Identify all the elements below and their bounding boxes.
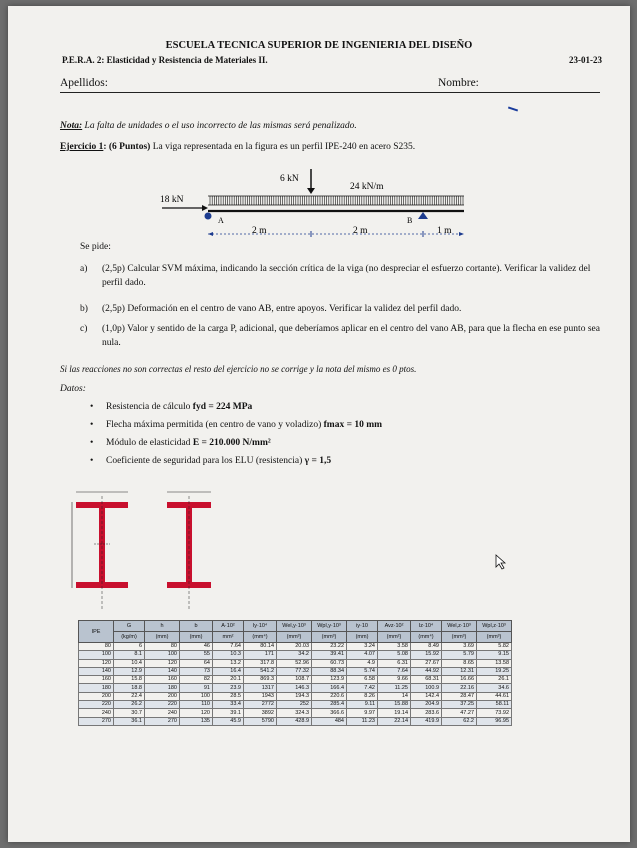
table-cell: 8.65 [442, 659, 477, 667]
table-unit-cell: (mm³) [312, 632, 347, 643]
table-cell: 11.23 [347, 717, 378, 725]
table-row [79, 717, 512, 725]
student-name-line [60, 77, 600, 93]
table-cell: 220 [79, 701, 114, 709]
table-cell: 200 [79, 692, 114, 700]
table-cell: 13.2 [213, 659, 244, 667]
table-cell: 22.16 [442, 684, 477, 692]
table-cell: 108.7 [277, 676, 312, 684]
table-cell: 5.74 [347, 667, 378, 675]
table-cell: 5.82 [477, 643, 512, 651]
table-cell: 8.26 [347, 692, 378, 700]
table-unit-cell: (kg/m) [114, 632, 145, 643]
table-header-cell: A·10² [213, 621, 244, 632]
table-cell: 73 [180, 667, 213, 675]
table-cell: 204.9 [411, 701, 442, 709]
table-cell: 10.4 [114, 659, 145, 667]
table-cell: 2772 [244, 701, 277, 709]
table-cell: 166.4 [312, 684, 347, 692]
table-cell: 20.1 [213, 676, 244, 684]
table-cell: 1317 [244, 684, 277, 692]
table-cell: 47.27 [442, 709, 477, 717]
table-cell: 160 [79, 676, 114, 684]
question-c-letter: c) [80, 324, 88, 334]
exercise-statement [60, 142, 600, 152]
table-cell: 7.42 [347, 684, 378, 692]
se-pide: Se pide: [80, 242, 111, 252]
table-cell: 140 [79, 667, 114, 675]
table-cell: 23.22 [312, 643, 347, 651]
table-row [79, 659, 512, 667]
support-b-roller [418, 212, 428, 219]
table-unit-cell: (mm³) [277, 632, 312, 643]
table-unit-cell: (mm) [347, 632, 378, 643]
school-title: ESCUELA TECNICA SUPERIOR DE INGENIERIA DEL DISEÑO [165, 40, 473, 51]
table-cell: 52.96 [277, 659, 312, 667]
dimension-line [208, 231, 464, 237]
table-cell: 100 [180, 692, 213, 700]
table-cell: 220.6 [312, 692, 347, 700]
table-cell: 68.31 [411, 676, 442, 684]
table-cell: 123.9 [312, 676, 347, 684]
table-cell: 100 [145, 651, 180, 659]
table-cell: 82 [180, 676, 213, 684]
mouse-cursor-icon [495, 554, 507, 570]
table-cell: 220 [145, 701, 180, 709]
table-row [79, 667, 512, 675]
table-units-row [79, 632, 512, 643]
subject-title: P.E.R.A. 2: Elasticidad y Resistencia de Materiales II. [62, 55, 268, 65]
table-cell: 3892 [244, 709, 277, 717]
exercise-label: Ejercicio 1 [60, 142, 104, 152]
table-header-cell: iy·10 [347, 621, 378, 632]
data-item: • Coeficiente de seguridad para los ELU (resistencia) γ = 1,5 [90, 456, 332, 466]
table-cell: 39.41 [312, 651, 347, 659]
table-cell: 4.9 [347, 659, 378, 667]
table-cell: 7.64 [378, 667, 411, 675]
table-cell: 3.24 [347, 643, 378, 651]
table-unit-cell: (mm) [180, 632, 213, 643]
table-cell: 13.58 [477, 659, 512, 667]
table-cell: 240 [79, 709, 114, 717]
table-cell: 15.8 [114, 676, 145, 684]
table-cell: 26.2 [114, 701, 145, 709]
table-cell: 12.31 [442, 667, 477, 675]
table-cell: 15.88 [378, 701, 411, 709]
table-unit-cell: mm² [213, 632, 244, 643]
table-cell: 15.92 [411, 651, 442, 659]
table-cell: 5.08 [378, 651, 411, 659]
table-header-cell: h [145, 621, 180, 632]
ipe-table [78, 620, 512, 726]
axial-load-label: 18 kN [160, 195, 184, 205]
table-cell: 5790 [244, 717, 277, 725]
table-cell: 180 [145, 684, 180, 692]
table-cell: 62.2 [442, 717, 477, 725]
exercise-points: : (6 Puntos) [103, 142, 151, 152]
table-row [79, 643, 512, 651]
table-cell: 80 [145, 643, 180, 651]
table-cell: 541.2 [244, 667, 277, 675]
table-row [79, 684, 512, 692]
table-cell: 55 [180, 651, 213, 659]
warning-text: Si las reacciones no son correctas el resto del ejercicio no se corrige y la nota del mismo es 0 ptos. [60, 364, 417, 374]
table-cell: 26.1 [477, 676, 512, 684]
table-cell: 39.1 [213, 709, 244, 717]
table-unit-cell: (mm²) [378, 632, 411, 643]
table-cell: 285.4 [312, 701, 347, 709]
table-cell: 64 [180, 659, 213, 667]
table-header-cell: Avz·10² [378, 621, 411, 632]
table-cell: 28.47 [442, 692, 477, 700]
table-cell: 44.61 [477, 692, 512, 700]
table-header-cell: b [180, 621, 213, 632]
table-header-cell: Wpl,y·10³ [312, 621, 347, 632]
note [60, 121, 357, 131]
table-cell: 160 [145, 676, 180, 684]
table-header-cell: Iz·10⁴ [411, 621, 442, 632]
table-cell: 317.8 [244, 659, 277, 667]
axial-load-arrow [162, 205, 208, 211]
table-cell: 142.4 [411, 692, 442, 700]
table-cell: 6.58 [347, 676, 378, 684]
table-cell: 194.3 [277, 692, 312, 700]
span-2-label: 2 m [353, 226, 368, 236]
note-label: Nota: [60, 121, 83, 131]
table-cell: 11.25 [378, 684, 411, 692]
table-cell: 16.66 [442, 676, 477, 684]
table-cell: 240 [145, 709, 180, 717]
table-cell: 419.9 [411, 717, 442, 725]
table-cell: 428.9 [277, 717, 312, 725]
beam-diagram [148, 161, 478, 241]
table-cell: 135 [180, 717, 213, 725]
table-unit-cell: (mm) [145, 632, 180, 643]
pen-mark [508, 107, 518, 112]
table-cell: 60.73 [312, 659, 347, 667]
table-cell: 4.07 [347, 651, 378, 659]
table-cell: 22.4 [114, 692, 145, 700]
table-cell: 5.79 [442, 651, 477, 659]
table-cell: 22.14 [378, 717, 411, 725]
table-cell: 16.4 [213, 667, 244, 675]
table-cell: 33.4 [213, 701, 244, 709]
table-cell: 3.69 [442, 643, 477, 651]
table-cell: 140 [145, 667, 180, 675]
table-cell: 46 [180, 643, 213, 651]
question-a [80, 262, 600, 292]
nombre-label: Nombre: [438, 77, 479, 89]
data-item: • Resistencia de cálculo fyd = 224 MPa [90, 402, 253, 412]
table-cell: 252 [277, 701, 312, 709]
table-cell: 91 [180, 684, 213, 692]
table-cell: 30.7 [114, 709, 145, 717]
table-cell: 36.1 [114, 717, 145, 725]
table-cell: 80.14 [244, 643, 277, 651]
table-cell: 100 [79, 651, 114, 659]
table-row [79, 651, 512, 659]
point-load-label: 6 kN [280, 174, 299, 184]
table-unit-cell: (mm³) [442, 632, 477, 643]
table-cell: 58.11 [477, 701, 512, 709]
table-header-row [79, 621, 512, 632]
support-b-label: B [407, 216, 413, 225]
table-cell: 120 [180, 709, 213, 717]
table-cell: 869.3 [244, 676, 277, 684]
table-cell: 324.3 [277, 709, 312, 717]
table-cell: 120 [145, 659, 180, 667]
table-unit-cell: (mm⁴) [244, 632, 277, 643]
table-cell: 19.14 [378, 709, 411, 717]
table-header-cell: IPE [79, 621, 114, 643]
table-cell: 484 [312, 717, 347, 725]
table-header-cell: Wel,y·10³ [277, 621, 312, 632]
table-row [79, 692, 512, 700]
table-cell: 12.9 [114, 667, 145, 675]
table-cell: 9.15 [477, 651, 512, 659]
table-cell: 171 [244, 651, 277, 659]
table-cell: 14 [378, 692, 411, 700]
table-cell: 23.9 [213, 684, 244, 692]
question-a-letter: a) [80, 264, 88, 274]
table-cell: 6.31 [378, 659, 411, 667]
table-row [79, 701, 512, 709]
point-load-arrow [307, 169, 315, 194]
data-item: • Flecha máxima permitida (en centro de vano y voladizo) fmax = 10 mm [90, 420, 383, 430]
exam-date: 23-01-23 [569, 55, 602, 65]
table-header-cell: Iy·10⁴ [244, 621, 277, 632]
table-header-cell: Wpl,z·10³ [477, 621, 512, 632]
table-row [79, 709, 512, 717]
table-cell: 9.11 [347, 701, 378, 709]
support-a-label: A [218, 216, 224, 225]
table-cell: 37.25 [442, 701, 477, 709]
table-cell: 19.25 [477, 667, 512, 675]
table-cell: 45.9 [213, 717, 244, 725]
table-cell: 6 [114, 643, 145, 651]
table-cell: 146.3 [277, 684, 312, 692]
question-c-text: (1,0p) Valor y sentido de la carga P, adicional, que deberíamos aplicar en el centro del vano AB, para que la flecha en ese punto sea nula. [102, 324, 600, 348]
data-item: • Módulo de elasticidad E = 210.000 N/mm² [90, 438, 271, 448]
distributed-load-label: 24 kN/m [350, 182, 384, 192]
table-cell: 88.34 [312, 667, 347, 675]
table-cell: 96.95 [477, 717, 512, 725]
table-cell: 120 [79, 659, 114, 667]
table-unit-cell: (mm⁴) [411, 632, 442, 643]
distributed-load-hatch [208, 196, 464, 205]
table-cell: 270 [79, 717, 114, 725]
datos-label: Datos: [60, 384, 86, 394]
question-b-letter: b) [80, 304, 88, 314]
table-cell: 7.64 [213, 643, 244, 651]
question-b-text: (2,5p) Deformación en el centro de vano AB, entre apoyos. Verificar la validez del perfil dado. [102, 304, 462, 314]
table-cell: 270 [145, 717, 180, 725]
question-a-text: (2,5p) Calcular SVM máxima, indicando la sección crítica de la viga (no despreciar el esfuerzo cortante). Verificar la validez del perfil dado. [102, 264, 591, 288]
table-unit-cell: (mm³) [477, 632, 512, 643]
exercise-text: La viga representada en la figura es un perfil IPE-240 en acero S235. [150, 142, 416, 152]
table-cell: 3.58 [378, 643, 411, 651]
table-cell: 180 [79, 684, 114, 692]
exam-page [8, 6, 630, 842]
span-1-label: 2 m [252, 226, 267, 236]
support-a-pin [205, 213, 212, 220]
table-cell: 73.92 [477, 709, 512, 717]
table-cell: 366.6 [312, 709, 347, 717]
ipe-profile-dimensioned [68, 486, 148, 616]
table-header-cell: Wel,z·10³ [442, 621, 477, 632]
table-cell: 9.97 [347, 709, 378, 717]
table-cell: 18.8 [114, 684, 145, 692]
table-cell: 44.92 [411, 667, 442, 675]
apellidos-label: Apellidos: [60, 77, 108, 89]
table-cell: 1943 [244, 692, 277, 700]
table-cell: 110 [180, 701, 213, 709]
note-text: La falta de unidades o el uso incorrecto de las mismas será penalizado. [82, 121, 357, 131]
table-cell: 10.3 [213, 651, 244, 659]
table-cell: 100.9 [411, 684, 442, 692]
table-cell: 9.66 [378, 676, 411, 684]
table-header-cell: G [114, 621, 145, 632]
table-cell: 80 [79, 643, 114, 651]
table-cell: 27.67 [411, 659, 442, 667]
table-cell: 20.03 [277, 643, 312, 651]
ipe-profile-plain [163, 486, 223, 616]
table-cell: 8.49 [411, 643, 442, 651]
table-cell: 77.32 [277, 667, 312, 675]
table-row [79, 676, 512, 684]
table-cell: 28.5 [213, 692, 244, 700]
table-cell: 200 [145, 692, 180, 700]
table-cell: 283.6 [411, 709, 442, 717]
table-cell: 34.6 [477, 684, 512, 692]
span-3-label: 1 m [437, 226, 452, 236]
table-cell: 34.2 [277, 651, 312, 659]
table-cell: 8.1 [114, 651, 145, 659]
